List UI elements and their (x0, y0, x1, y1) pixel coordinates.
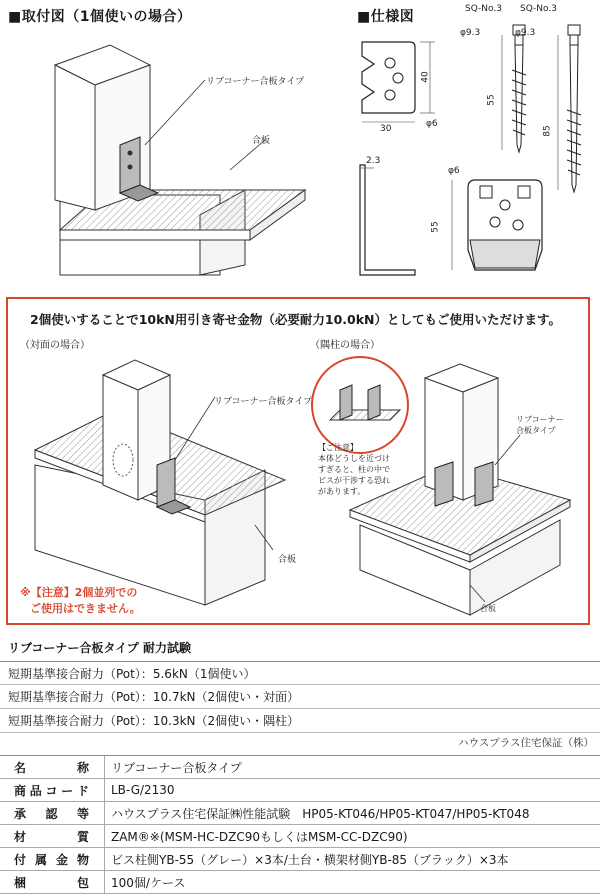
corner-label-type-1: リブコーナー (516, 415, 564, 424)
screw-right-length: 85 (542, 125, 553, 137)
bracket-right-icon (157, 458, 175, 507)
label-plywood: 合板 (252, 136, 271, 146)
test-row: 短期基準接合耐力（Pot）：10.3kN（2個使い・隅柱） (0, 709, 600, 733)
guarantor: ハウスプラス住宅保証（株） (458, 737, 594, 749)
screw-55-icon (512, 25, 526, 152)
corner-label-plywood: 合板 (480, 604, 496, 613)
dim-hole1: φ6 (426, 119, 438, 129)
spec-table (0, 755, 600, 894)
corner-note: 【ご注意】 本体どうしを近づけ すぎると、柱の中で ビスが干渉する恐れ があります。 (318, 443, 390, 496)
test-row: 短期基準接合耐力（Pot）：5.6kN（1個使い） (0, 661, 600, 685)
spec-row: 付属金物 ビス柱側YB-55（グレー）×3本/土台・横架材側YB-85（ブラック）×3本 (0, 848, 600, 871)
dim-height: 40 (420, 71, 431, 83)
spec-row: 商品コード LB-G/2130 (0, 779, 600, 802)
bracket-icon (120, 137, 158, 201)
install-diagram (0, 25, 340, 290)
bracket-right-icon (475, 462, 493, 506)
dim-height2: 55 (430, 221, 441, 233)
screw-right-dia: φ9.3 (515, 28, 536, 38)
double-use-heading: 2個使いすることで10kN用引き寄せ金物（必要耐力10.0kN）としてもご使用いただけます。 (30, 312, 561, 327)
screw-left-length: 55 (486, 94, 497, 106)
spec-row: 梱包 100個/ケース (0, 871, 600, 894)
spec-row: 材質 ZAM®※(MSM-HC-DZC90もしくはMSM-CC-DZC90) (0, 825, 600, 848)
corner-post-title: （隅柱の場合） (310, 340, 380, 351)
caution-line-2: ご使用はできません。 (30, 602, 141, 615)
dim-width: 30 (380, 124, 392, 134)
corner-label-type-2: 合板タイプ (516, 426, 556, 435)
spec-row: 承認等 ハウスプラス住宅保証㈱性能試験 HP05-KT046/HP05-KT047/HP05-KT048 (0, 802, 600, 825)
test-title: リブコーナー合板タイプ 耐力試験 (8, 641, 191, 655)
spec-drawing-title: ■仕様図 (357, 9, 415, 25)
label-type: リブコーナー合板タイプ (206, 77, 305, 87)
screw-left-name: SQ-No.3 (465, 4, 502, 14)
test-row: 短期基準接合耐力（Pot）：10.7kN（2個使い・対面） (0, 685, 600, 709)
face-label-plywood: 合板 (278, 555, 297, 565)
face-to-face-title: （対面の場合） (20, 340, 90, 351)
screw-left-dia: φ9.3 (460, 28, 481, 38)
dim-hole2: φ6 (448, 166, 460, 176)
spec-row: 名称 リブコーナー合板タイプ (0, 756, 600, 779)
install-title: ■取付図（1個使いの場合） (8, 9, 192, 25)
inset-circle (312, 357, 408, 453)
screw-85-icon (567, 25, 581, 192)
dim-thick: 2.3 (366, 156, 381, 166)
caution-line-1: ※【注意】2個並列での (20, 586, 138, 599)
spec-drawing (340, 0, 600, 295)
bracket-left-icon (435, 462, 453, 506)
screw-right-name: SQ-No.3 (520, 4, 557, 14)
face-to-face-diagram (15, 350, 305, 615)
face-label-type: リブコーナー合板タイプ (214, 397, 313, 407)
